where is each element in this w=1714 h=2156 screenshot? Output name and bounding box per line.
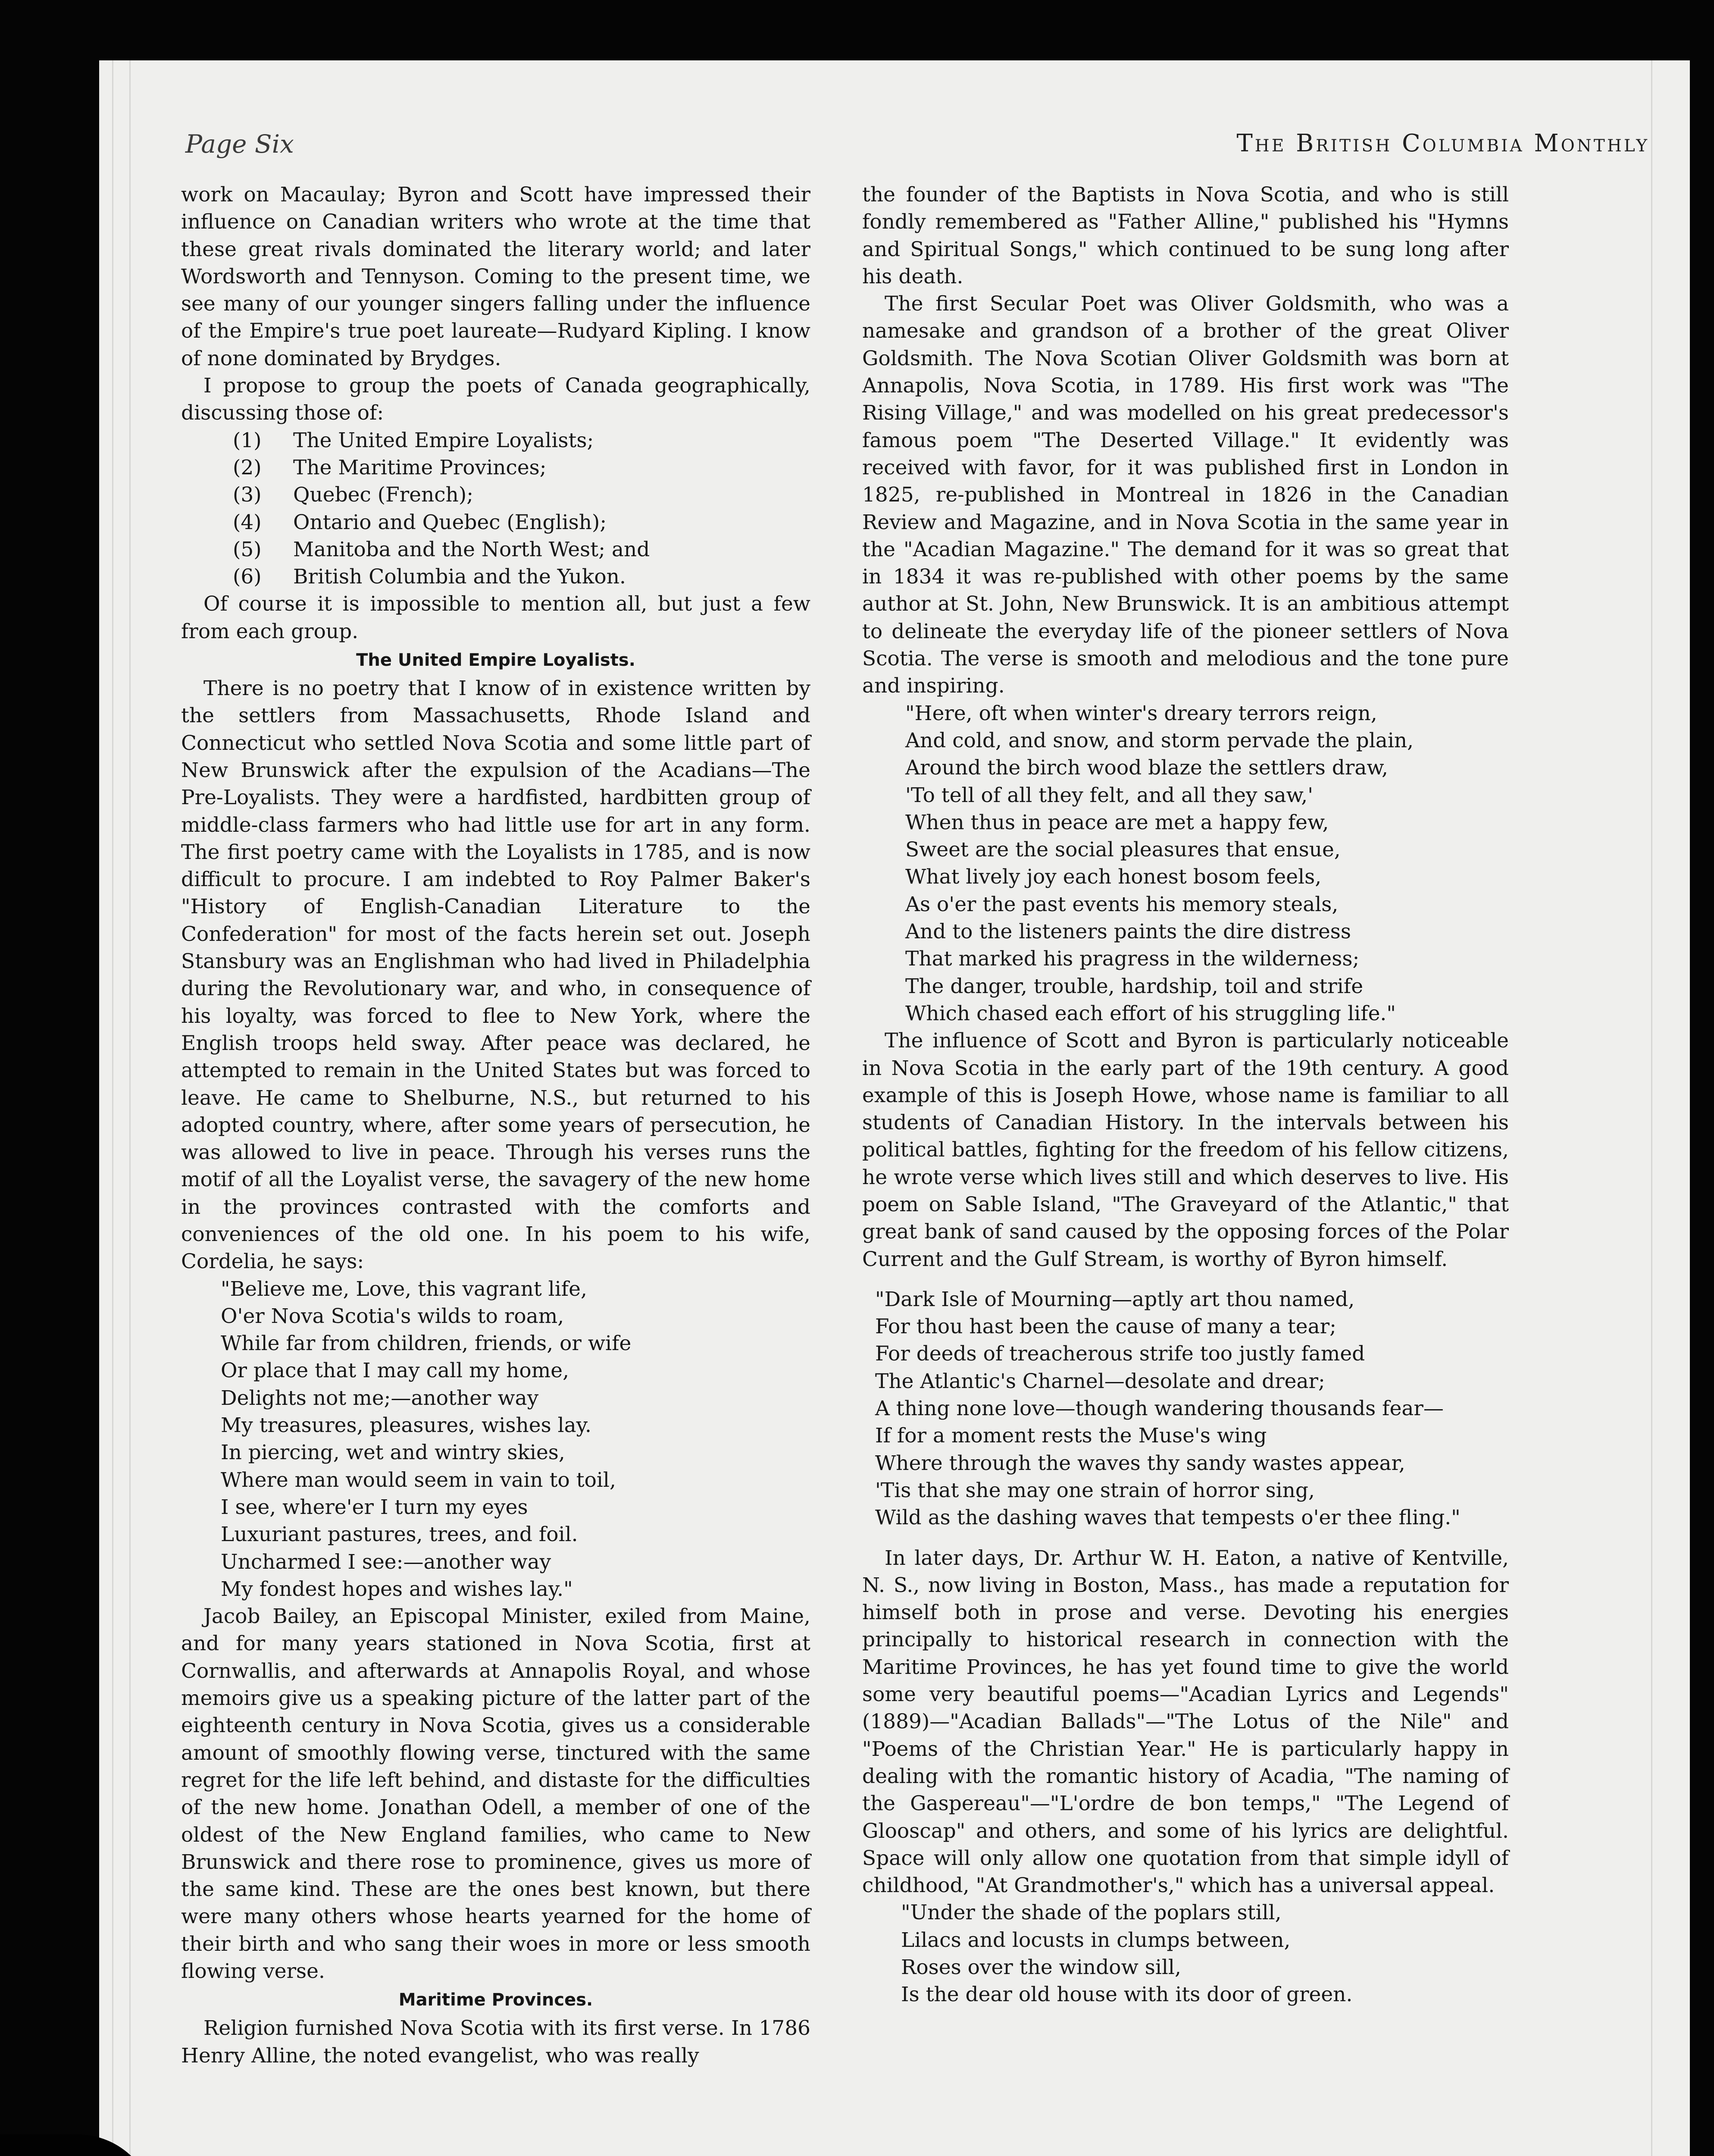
paragraph: Religion furnished Nova Scotia with its first verse. In 1786 Henry Alline, the noted evangelist, who was really — [181, 2016, 810, 2068]
poem-line: I see, where'er I turn my eyes — [221, 1495, 528, 1519]
poem-line: Around the birch wood blaze the settlers draw, — [905, 756, 1388, 780]
poem-line: My treasures, pleasures, wishes lay. — [221, 1413, 591, 1438]
page-header — [185, 129, 1649, 177]
poem-at-grandmothers — [862, 1899, 1509, 2008]
poem-line: "Dark Isle of Mourning—aptly art thou named, — [875, 1287, 1355, 1311]
poem-line: Sweet are the social pleasures that ensue, — [905, 838, 1341, 862]
list-item — [181, 536, 810, 563]
running-title: The British Columbia Monthly — [1236, 129, 1649, 157]
poem-line: 'Tis that she may one strain of horror sing, — [875, 1478, 1315, 1502]
list-number: (6) — [233, 565, 262, 589]
paragraph: the founder of the Baptists in Nova Scotia, and who is still fondly remembered as "Father Alline," published his "Hymns and Spiritual Songs," which continued to be sung long after his death. — [862, 183, 1509, 288]
poem-line: Which chased each effort of his struggling life." — [905, 1001, 1396, 1025]
list-item — [181, 481, 810, 508]
list-number: (2) — [233, 455, 262, 479]
page-fold-line — [1651, 60, 1652, 2156]
list-number: (3) — [233, 483, 262, 507]
paragraph: Of course it is impossible to mention all, but just a few from each group. — [181, 592, 810, 643]
paragraph: The influence of Scott and Byron is particularly noticeable in Nova Scotia in the early part of the 19th century. A good example of this is Joseph Howe, whose name is familiar to all students of Canadian History. In the intervals between his political battles, fighting for the freedom of his fellow citizens, he wrote verse which lives still and which deserves to live. His poem on Sable Island, "The Graveyard of the Atlantic," that great bank of sand caused by the opposing forces of the Polar Current and the Gulf Stream, is worthy of Byron himself. — [862, 1029, 1509, 1271]
list-label: The United Empire Loyalists; — [293, 428, 594, 452]
poem-line: O'er Nova Scotia's wilds to roam, — [221, 1304, 564, 1328]
poem-line: Where man would seem in vain to toil, — [221, 1468, 616, 1492]
list-label: British Columbia and the Yukon. — [293, 565, 626, 589]
page-fold-line — [112, 60, 113, 2156]
page-number: Page Six — [185, 129, 294, 159]
poem-line: If for a moment rests the Muse's wing — [875, 1424, 1267, 1448]
poem-line: "Here, oft when winter's dreary terrors reign, — [905, 701, 1377, 725]
section-heading: Maritime Provinces. — [398, 1990, 593, 2010]
poem-line: "Believe me, Love, this vagrant life, — [221, 1277, 587, 1301]
list-label: The Maritime Provinces; — [293, 455, 547, 479]
poem-line: My fondest hopes and wishes lay." — [221, 1577, 573, 1601]
list-item — [181, 454, 810, 481]
list-number: (4) — [233, 510, 262, 534]
page-fold-line — [129, 60, 131, 2156]
poem-line: 'To tell of all they felt, and all they saw,' — [905, 783, 1314, 807]
list-item — [181, 427, 810, 454]
poem-line: Uncharmed I see:—another way — [221, 1550, 551, 1574]
poem-line: Delights not me;—another way — [221, 1386, 539, 1410]
poem-line: "Under the shade of the poplars still, — [901, 1901, 1282, 1925]
poem-line: Roses over the window sill, — [901, 1955, 1181, 1979]
poem-line: In piercing, wet and wintry skies, — [221, 1441, 565, 1465]
poem-rising-village — [862, 700, 1509, 1028]
list-number: (1) — [233, 428, 262, 452]
paragraph: In later days, Dr. Arthur W. H. Eaton, a native of Kentville, N. S., now living in Boston, Mass., has made a reputation for himself both in prose and verse. Devoting his energies principally to historical research in connection with the Maritime Provinces, he has yet found time to give the world some very beautiful poems—"Acadian Lyrics and Legends" (1889)—"Acadian Ballads"—"The Lotus of the Nile" and "Poems of the Christian Year." He is particularly happy in dealing with the romantic history of Acadia, "The naming of the Gaspereau"—"L'ordre de bon temps," "The Legend of Glooscap" and others, and some of his lyrics are delightful. Space will only allow one quotation from that simple idyll of childhood, "At Grandmother's," which has a universal appeal. — [862, 1546, 1509, 1898]
list-item — [181, 509, 810, 536]
paragraph: work on Macaulay; Byron and Scott have impressed their influence on Canadian writers who wrote at the time that these great rivals dominated the literary world; and later Wordsworth and Tennyson. Coming to the present time, we see many of our younger singers falling under the influence of the Empire's true poet laureate—Rudyard Kipling. I know of none dominated by Brydges. — [181, 183, 810, 370]
poem-line: The danger, trouble, hardship, toil and strife — [905, 974, 1364, 998]
poem-line: Is the dear old house with its door of green. — [901, 1983, 1353, 2007]
section-heading: The United Empire Loyalists. — [356, 650, 635, 671]
paragraph: The first Secular Poet was Oliver Goldsmith, who was a namesake and grandson of a brother of the great Oliver Goldsmith. The Nova Scotian Oliver Goldsmith was born at Annapolis, Nova Scotia, in 1789. His first work was "The Rising Village," and was modelled on his great predecessor's famous poem "The Deserted Village." It evidently was received with favor, for it was published first in London in 1825, re-published in Montreal in 1826 in the Canadian Review and Magazine, and in Nova Scotia in the same year in the "Acadian Magazine." The demand for it was so great that in 1834 it was re-published with other poems by the same author at St. John, New Brunswick. It is an ambitious attempt to delineate the everyday life of the pioneer settlers of Nova Scotia. The verse is smooth and melodious and the tone pure and inspiring. — [862, 292, 1509, 698]
poem-line: As o'er the past events his memory steals, — [905, 892, 1339, 916]
poem-line: For thou hast been the cause of many a tear; — [875, 1315, 1336, 1339]
right-column — [862, 181, 1509, 2009]
poem-line: A thing none love—though wandering thousands fear— — [875, 1397, 1444, 1421]
paragraph: Jacob Bailey, an Episcopal Minister, exiled from Maine, and for many years stationed in Nova Scotia, first at Cornwallis, and afterwards at Annapolis Royal, and whose memoirs give us a speaking picture of the latter part of the eighteenth century in Nova Scotia, gives us a considerable amount of smoothly flowing verse, tinctured with the same regret for the life left behind, and distaste for the difficulties of the new home. Jonathan Odell, a member of one of the oldest of the New England families, who came to New Brunswick and there rose to prominence, gives us more of the same kind. These are the ones best known, but there were many others whose hearts yearned for the home of their birth and who sang their woes in more or less smooth flowing verse. — [181, 1604, 810, 1983]
poem-line: Wild as the dashing waves that tempests o'er thee fling." — [875, 1506, 1461, 1530]
list-number: (5) — [233, 537, 262, 561]
poem-line: For deeds of treacherous strife too justly famed — [875, 1342, 1365, 1366]
paragraph: There is no poetry that I know of in existence written by the settlers from Massachusetts, Rhode Island and Connecticut who settled Nova Scotia and some little part of New Brunswick after the expulsion of the Acadians—The Pre-Loyalists. They were a hardfisted, hardbitten group of middle-class farmers who had little use for art in any form. The first poetry came with the Loyalists in 1785, and is now difficult to procure. I am indebted to Roy Palmer Baker's "History of English-Canadian Literature to the Confederation" for most of the facts herein set out. Joseph Stansbury was an Englishman who had lived in Philadelphia during the Revolutionary war, and who, in consequence of his loyalty, was forced to flee to New York, where the English troops held sway. After peace was declared, he attempted to remain in the United States but was forced to leave. He came to Shelburne, N.S., but returned to his adopted country, where, after some years of persecution, he was allowed to live in peace. Through his verses runs the motif of all the Loyalist verse, the savagery of the new home in the provinces contrasted with the comforts and conveniences of the old one. In his poem to his wife, Cordelia, he says: — [181, 677, 810, 1274]
spacer — [862, 1273, 1509, 1286]
poem-cordelia — [181, 1275, 810, 1603]
poem-line: Where through the waves thy sandy wastes appear, — [875, 1451, 1405, 1475]
poem-line: While far from children, friends, or wife — [221, 1332, 632, 1356]
poem-line: The Atlantic's Charnel—desolate and drear; — [875, 1369, 1325, 1393]
poem-line: What lively joy each honest bosom feels, — [905, 865, 1322, 889]
poem-line: When thus in peace are met a happy few, — [905, 810, 1329, 834]
list-item — [181, 563, 810, 590]
list-label: Quebec (French); — [293, 483, 474, 507]
poem-graveyard-atlantic — [862, 1286, 1509, 1532]
poet-groups-list — [181, 427, 810, 591]
spacer — [862, 1532, 1509, 1545]
list-label: Ontario and Quebec (English); — [293, 510, 607, 534]
poem-line: That marked his pragress in the wilderness; — [905, 947, 1360, 971]
poem-line: Lilacs and locusts in clumps between, — [901, 1928, 1291, 1952]
list-label: Manitoba and the North West; and — [293, 537, 650, 561]
poem-line: Or place that I may call my home, — [221, 1359, 569, 1383]
poem-line: Luxuriant pastures, trees, and foil. — [221, 1523, 578, 1547]
paragraph: I propose to group the poets of Canada geographically, discussing those of: — [181, 374, 810, 425]
poem-line: And to the listeners paints the dire distress — [905, 920, 1351, 944]
poem-line: And cold, and snow, and storm pervade the plain, — [905, 728, 1414, 752]
left-column — [181, 181, 810, 2069]
